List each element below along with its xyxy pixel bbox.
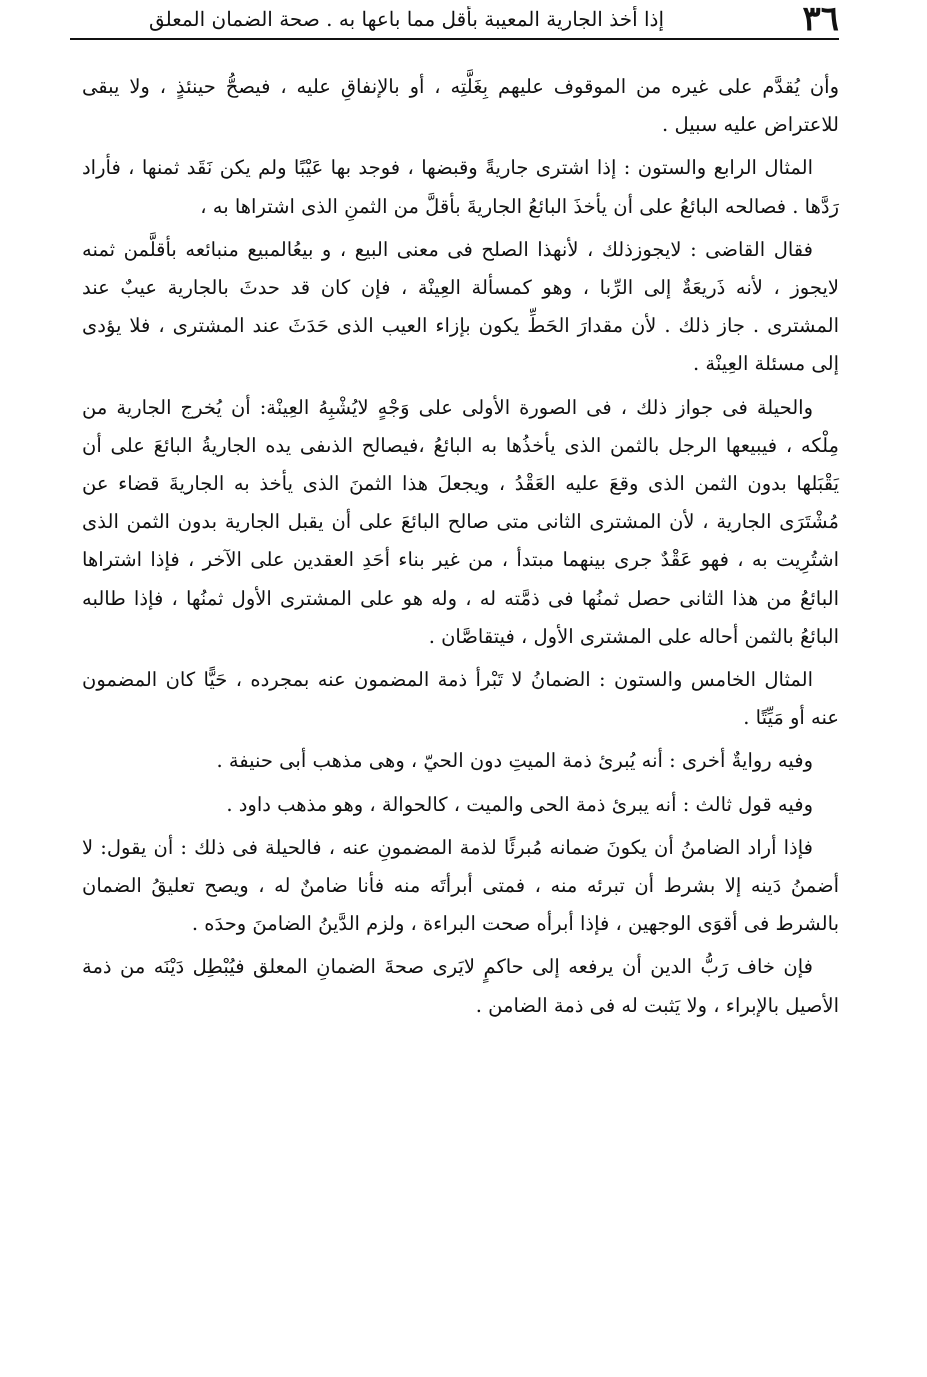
body-text — [82, 68, 839, 1030]
paragraph: المثال الخامس والستون : الضمانُ لا تَبْرأ ذمة المضمون عنه بمجرده ، حَيًّا كان المضمون عنه أو مَيِّتًا . — [82, 668, 839, 730]
page-header — [70, 2, 839, 40]
paragraph: وأن يُقدَّم على غيره من الموقوف عليهم بِغَلَّتِه ، أو بالإنفاقِ عليه ، فيصحُّ حينئذٍ ، ولا يبقى للاعتراض عليه سبيل . — [82, 75, 839, 137]
paragraph: المثال الرابع والستون : إذا اشترى جاريةً وقبضها ، فوجد بها عَيْبًا ولم يكن نَقَد ثمنها ، فأراد رَدَّها . فصالحه البائعُ على أن يأخذَ البائعُ الجاريةَ بأقلَّ من الثمنِ الذى اشتراها به ، — [82, 156, 839, 218]
page-number: ٣٦ — [802, 0, 839, 39]
paragraph: وفيه روايةٌ أخرى : أنه يُبرئ ذمة الميتِ دون الحيّ ، وهى مذهب أبى حنيفة . — [216, 749, 813, 773]
running-title: إذا أخذ الجارية المعيبة بأقل مما باعها به . صحة الضمان المعلق — [148, 7, 665, 31]
paragraph: والحيلة فى جواز ذلك ، فى الصورة الأولى على وَجْهٍ لايُشْبِهُ العِينْة: أن يُخرج الجارية من مِلْكه ، فيبيعها الرجل بالثمن الذى يأخذُها به البائعُ ،فيصالح الذىفى يده الجاريةُ البائعَ على أن يَقْبَلها بدون الثمن الذى وقعَ عليه العَقْدُ ، ويجعلَ هذا الثمنَ الذى يأخذ به الجاريةَ قضاء عن مُشْتَرَى الجارية ، لأن المشترى الثانى متى صالح البائعَ على أن يقبل الجارية بدون الثمن الذى اشتُرِيت به ، فهو عَقْدٌ جرى بينهما مبتدأ ، من غير بناء أحَدِ العقدين على الآخر ، فإذا اشتراها البائعُ من هذا الثانى حصل ثمنُها فى ذمَّته له ، وله هو على المشترى الأول ثمنُها ، فإذا طالبه البائعُ بالثمن أحاله على المشترى الأول ، فيتقاصَّان . — [82, 395, 839, 648]
paragraph: فإن خاف رَبُّ الدين أن يرفعه إلى حاكمٍ لايَرى صحةَ الضمانِ المعلق فيُبْطِل دَيْنَه من ذمة الأصيل بالإبراء ، ولا يَثبت له فى ذمة الضامن . — [82, 955, 839, 1017]
paragraph: فإذا أراد الضامنُ أن يكونَ ضمانه مُبرئًا لذمة المضمونِ عنه ، فالحيلة فى ذلك : أن يقول: لا أضمنُ دَينه إلا بشرط أن تبرئه منه ، فمتى أبرأتَه منه فأنا ضامنٌ له ، ويصح تعليقُ الضمان بالشرط فى أقوَى الوجهين ، فإذا أبرأه صحت البراءة ، ولزم الدَّينُ الضامنَ وحدَه . — [82, 835, 839, 936]
paragraph: فقال القاضى : لايجوزذلك ، لأنهذا الصلح فى معنى البيع ، و بيعُالمبيع منبائعه بأقلَّمن ثمنه لايجوز ، لأنه ذَريعَةٌ إلى الرِّبا ، وهو كمسألة العِينْة ، فإن كان قد حدثَ بالجارية عيبٌ عند المشترى . جاز ذلك . لأن مقدارَ الحَطِّ يكون بإزاء العيب الذى حَدَثَ عند المشترى ، فلا يؤدى إلى مسئلة العِينْة . — [82, 237, 839, 376]
paragraph: وفيه قول ثالث : أنه يبرئ ذمة الحى والميت ، كالحوالة ، وهو مذهب داود . — [226, 792, 813, 816]
